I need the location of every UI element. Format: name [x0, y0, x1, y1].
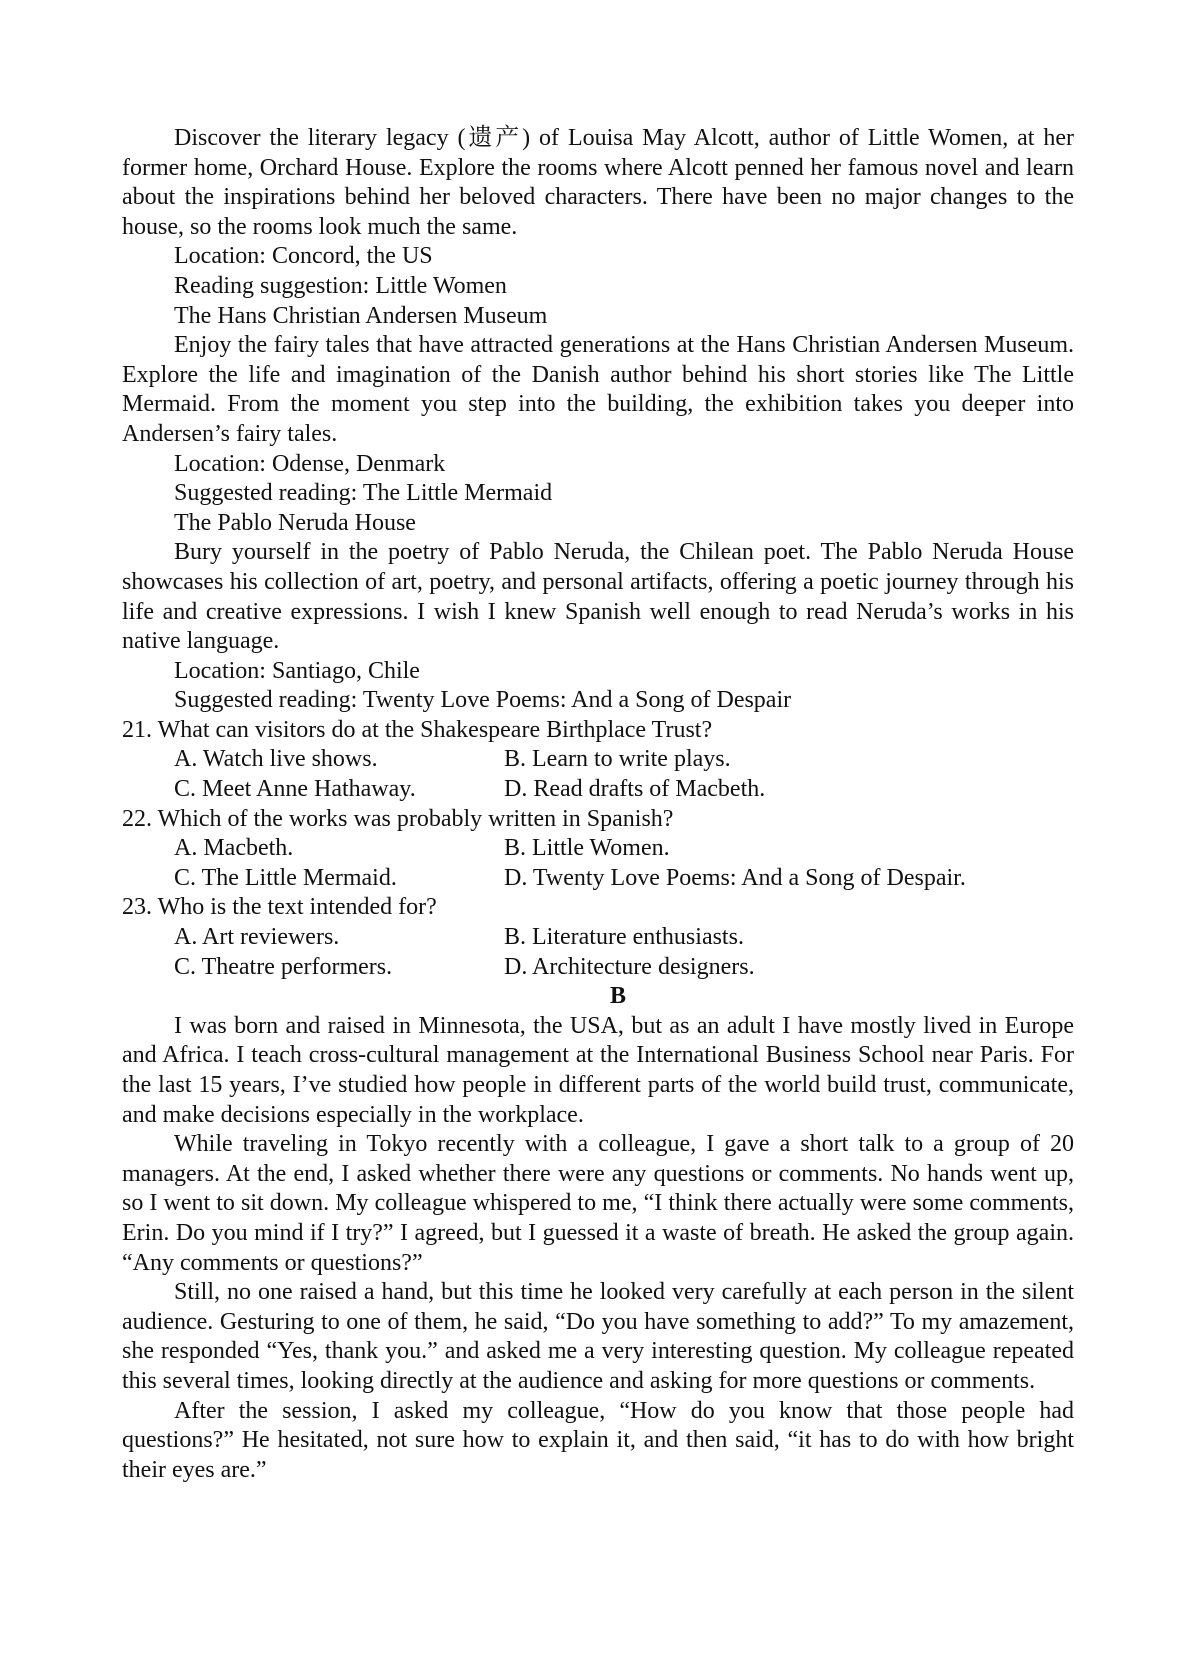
question-23-option-d: D. Architecture designers.	[504, 953, 755, 980]
question-22-options-cd	[122, 864, 1074, 894]
andersen-museum-location: Location: Odense, Denmark	[174, 450, 446, 477]
question-21-options-cd	[122, 775, 1074, 805]
passage-b-paragraph-3: Still, no one raised a hand, but this time he looked very carefully at each person in the silent audience. Gesturing to one of them, he said, “Do you have something to add?” To my amazement, she responded “Yes, thank you.” and asked me a very interesting question. My colleague repeated this several times, looking directly at the audience and asking for more questions or comments.	[122, 1279, 1074, 1394]
question-21-options-ab	[122, 745, 1074, 775]
passage-b-heading: B	[609, 983, 626, 1010]
question-23-options-ab	[122, 923, 1074, 953]
orchard-house-location: Location: Concord, the US	[174, 243, 433, 270]
question-23-option-a: A. Art reviewers.	[174, 924, 340, 951]
question-22-options-ab	[122, 834, 1074, 864]
question-21-option-b: B. Learn to write plays.	[504, 746, 731, 773]
question-21-stem: 21. What can visitors do at the Shakespeare Birthplace Trust?	[122, 716, 713, 743]
neruda-house-intro: Bury yourself in the poetry of Pablo Neruda, the Chilean poet. The Pablo Neruda House showcases his collection of art, poetry, and personal artifacts, offering a poetic journey through his life and creative expressions. I wish I knew Spanish well enough to read Neruda’s works in his native language.	[122, 539, 1074, 655]
neruda-house-title: The Pablo Neruda House	[174, 509, 416, 536]
andersen-museum-intro: Enjoy the fairy tales that have attracted generations at the Hans Christian Andersen Museum. Explore the life and imagination of the Danish author behind his short stories like The Little Mermaid. From the moment you step into the building, the exhibition takes you deeper into Andersen’s fairy tales.	[122, 332, 1074, 447]
question-23-stem: 23. Who is the text intended for?	[122, 894, 437, 921]
orchard-house-reading: Reading suggestion: Little Women	[174, 272, 507, 299]
orchard-house-intro: Discover the literary legacy (遗产) of Louisa May Alcott, author of Little Women, at her former home, Orchard House. Explore the rooms where Alcott penned her famous novel and learn about the inspirations behind her beloved characters. There have been no major changes to the house, so the rooms look much the same.	[122, 125, 1074, 240]
question-22-option-c: C. The Little Mermaid.	[174, 864, 397, 891]
andersen-museum-title: The Hans Christian Andersen Museum	[174, 302, 548, 329]
question-23-option-b: B. Literature enthusiasts.	[504, 924, 744, 951]
neruda-house-location: Location: Santiago, Chile	[174, 657, 420, 684]
question-22-option-b: B. Little Women.	[504, 835, 670, 862]
question-22-stem: 22. Which of the works was probably written in Spanish?	[122, 805, 674, 832]
question-21-option-a: A. Watch live shows.	[174, 746, 378, 773]
andersen-museum-reading: Suggested reading: The Little Mermaid	[174, 480, 553, 507]
question-21-option-c: C. Meet Anne Hathaway.	[174, 776, 416, 803]
question-22-option-a: A. Macbeth.	[174, 835, 294, 862]
question-22-option-d: D. Twenty Love Poems: And a Song of Despair.	[504, 864, 966, 891]
passage-b-paragraph-2: While traveling in Tokyo recently with a colleague, I gave a short talk to a group of 20 managers. At the end, I asked whether there were any questions or comments. No hands went up, so I went to sit down. My colleague whispered to me, “I think there actually were some comments, Erin. Do you mind if I try?” I agreed, but I guessed it a waste of breath. He asked the group again. “Any comments or questions?”	[122, 1131, 1074, 1276]
neruda-house-reading: Suggested reading: Twenty Love Poems: And a Song of Despair	[174, 687, 792, 714]
page-content	[122, 124, 1074, 1485]
passage-b-paragraph-4: After the session, I asked my colleague, “How do you know that those people had questions?” He hesitated, not sure how to explain it, and then said, “it has to do with how bright their eyes are.”	[122, 1397, 1074, 1483]
question-21-option-d: D. Read drafts of Macbeth.	[504, 776, 766, 803]
passage-b-paragraph-1: I was born and raised in Minnesota, the USA, but as an adult I have mostly lived in Europe and Africa. I teach cross-cultural management at the International Business School near Paris. For the last 15 years, I’ve studied how people in different parts of the world build trust, communicate, and make decisions especially in the workplace.	[122, 1012, 1074, 1128]
question-23-options-cd	[122, 953, 1074, 983]
question-23-option-c: C. Theatre performers.	[174, 953, 393, 980]
